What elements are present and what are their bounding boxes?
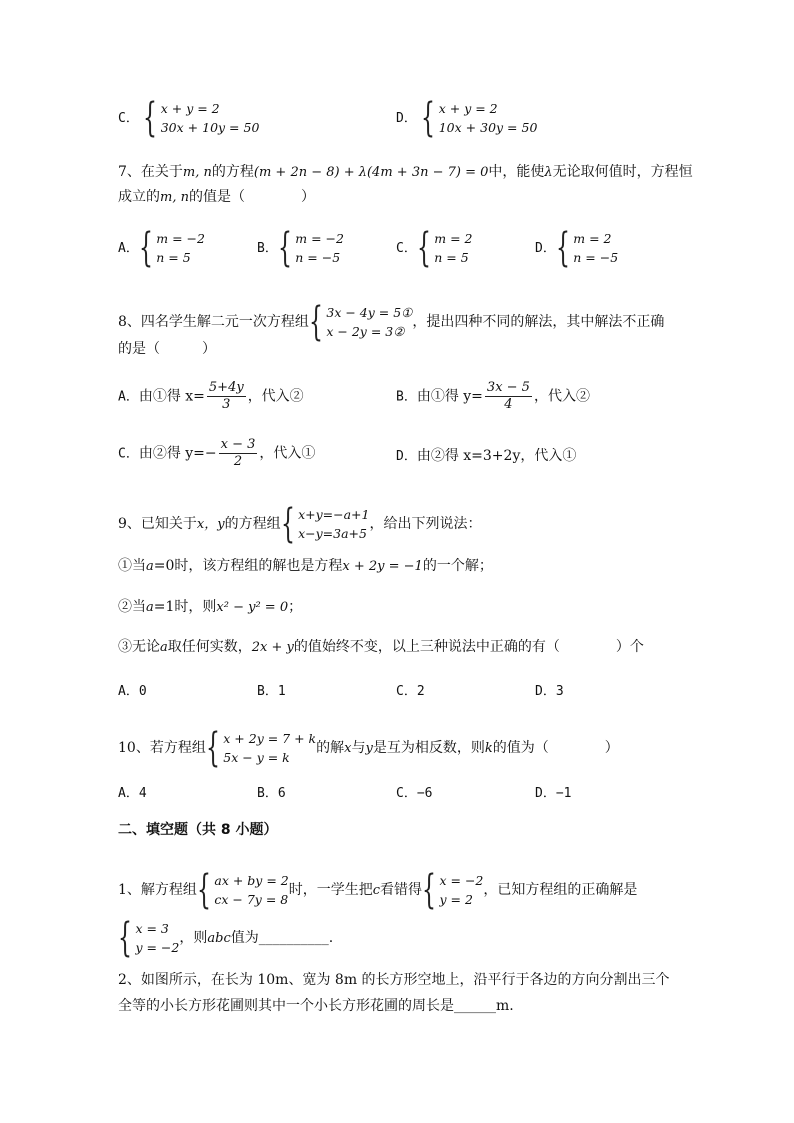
equation-system xyxy=(421,95,538,141)
option-value: 3 xyxy=(555,684,564,699)
brace-icon: { xyxy=(422,867,437,913)
equation: n = 5 xyxy=(156,250,191,265)
equation: 10x + 30y = 50 xyxy=(438,120,538,135)
q8-option-a: A．由①得 x= $\frac{5+4y}{3}$ ，代入② xyxy=(118,380,304,412)
option-c xyxy=(396,782,432,801)
brace-icon: { xyxy=(308,299,323,345)
equation-system xyxy=(555,225,619,271)
equation: m = −2 xyxy=(295,231,344,246)
equation-system: { x = −2 y = 2 xyxy=(422,867,484,913)
equation-system: { ax + by = 2 cx − 7y = 8 xyxy=(196,867,289,913)
equation: n = −5 xyxy=(573,250,619,265)
option-b xyxy=(257,225,344,271)
equation: 30x + 10y = 50 xyxy=(160,120,260,135)
equation: x + y = 2 xyxy=(160,101,220,116)
brace-icon: { xyxy=(555,225,570,271)
section-title: 二、填空题（共 8 小题） xyxy=(118,822,278,838)
option-d xyxy=(535,782,571,801)
brace-icon: { xyxy=(280,501,295,547)
option-label: D． xyxy=(535,241,556,256)
option-label: A． xyxy=(118,684,139,699)
q10-line1: 10、若方程组 { x + 2y = 7 + k 5x − y = k 的解x与y是互为相反数，则k的值为（ ） xyxy=(118,725,619,771)
equation-system: { 3x − 4y = 5① x − 2y = 3② xyxy=(308,299,413,345)
option-label: C． xyxy=(396,684,417,699)
option-a xyxy=(118,782,147,801)
q7-line1: 7、在关于m, n的方程(m + 2n − 8) + λ(4m + 3n − 7) = 0中，能使λ无论取何值时，方程恒 xyxy=(118,164,693,180)
equation-system: { x + 2y = 7 + k 5x − y = k xyxy=(205,725,317,771)
option-value: 6 xyxy=(277,786,286,801)
equation: x + y = 2 xyxy=(438,101,498,116)
option-value: 2 xyxy=(416,684,425,699)
option-c xyxy=(396,680,425,699)
f2-line2: 全等的小长方形花圃则其中一个小长方形花圃的周长是______m. xyxy=(118,998,514,1014)
option-a xyxy=(118,680,147,699)
option-value: −6 xyxy=(416,786,433,801)
option-label: C． xyxy=(396,241,417,256)
q9-statement-2: ②当a=1时，则x² − y² = 0； xyxy=(118,599,303,615)
brace-icon: { xyxy=(118,915,132,961)
equation-system xyxy=(138,225,205,271)
option-label: C． xyxy=(118,111,139,126)
option-d xyxy=(535,225,619,271)
q8-option-d: D．由②得 x=3+2y，代入① xyxy=(396,448,577,464)
brace-icon: { xyxy=(138,225,153,271)
q6-option-d xyxy=(396,95,538,141)
equation-system xyxy=(277,225,344,271)
brace-icon: { xyxy=(421,95,436,141)
brace-icon: { xyxy=(416,225,431,271)
fraction: $\frac{3x - 5}{4}$ xyxy=(486,380,530,412)
equation: m = −2 xyxy=(156,231,205,246)
option-label: A． xyxy=(118,241,139,256)
option-label: D． xyxy=(396,111,417,126)
option-value: 4 xyxy=(138,786,147,801)
option-d xyxy=(535,680,564,699)
q7-line2: 成立的m, n的值是（ ） xyxy=(118,189,315,205)
f2-line1: 2、如图所示，在长为 10m、宽为 8m 的长方形空地上，沿平行于各边的方向分割出三个 xyxy=(118,972,670,988)
brace-icon: { xyxy=(143,95,158,141)
brace-icon: { xyxy=(196,867,211,913)
option-label: B． xyxy=(257,786,278,801)
option-a xyxy=(118,225,205,271)
equation-system: { x+y=−a+1 x−y=3a+5 xyxy=(280,501,370,547)
option-label: A． xyxy=(118,786,139,801)
equation: m = 2 xyxy=(573,231,612,246)
option-c xyxy=(396,225,473,271)
fraction: $\frac{x - 3}{2}$ xyxy=(220,437,256,469)
option-b xyxy=(257,782,286,801)
q9-statement-1: ①当a=0时，该方程组的解也是方程x + 2y = −1的一个解； xyxy=(118,558,493,574)
equation: m = 2 xyxy=(434,231,473,246)
f1-line2: { x = 3 y = −2 ，则abc值为__________. xyxy=(118,915,334,961)
brace-icon: { xyxy=(205,725,220,771)
f1-line1: 1、解方程组 { ax + by = 2 cx − 7y = 8 时，一学生把c看错得 { x = −2 y = 2 ，已知方程组的正确解是 xyxy=(118,867,638,913)
q8-option-c: C．由②得 y=− $\frac{x - 3}{2}$ ，代入① xyxy=(118,437,316,469)
option-b xyxy=(257,680,286,699)
option-value: −1 xyxy=(555,786,572,801)
equation-system xyxy=(143,95,260,141)
equation: n = −5 xyxy=(295,250,341,265)
option-label: B． xyxy=(257,241,278,256)
q8-option-b: B．由①得 y= $\frac{3x - 5}{4}$ ，代入② xyxy=(396,380,590,412)
option-value: 1 xyxy=(277,684,286,699)
equation: n = 5 xyxy=(434,250,469,265)
option-label: C． xyxy=(396,786,417,801)
option-label: B． xyxy=(257,684,278,699)
q9-statement-3: ③无论a取任何实数，2x + y的值始终不变，以上三种说法中正确的有（ ）个 xyxy=(118,639,644,655)
option-label: D． xyxy=(535,786,556,801)
brace-icon: { xyxy=(277,225,292,271)
q8-line2: 的是（ ） xyxy=(118,341,216,357)
option-value: 0 xyxy=(138,684,147,699)
q8-line1: 8、四名学生解二元一次方程组 { 3x − 4y = 5① x − 2y = 3② ，提出四种不同的解法，其中解法不正确 xyxy=(118,299,665,345)
equation-system: { x = 3 y = −2 xyxy=(118,915,180,961)
fraction: $\frac{5+4y}{3}$ xyxy=(208,380,244,412)
q6-option-c xyxy=(118,95,260,141)
q9-line1: 9、已知关于x，y的方程组 { x+y=−a+1 x−y=3a+5 ，给出下列说法： xyxy=(118,501,482,547)
option-label: D． xyxy=(535,684,556,699)
equation-system xyxy=(416,225,473,271)
